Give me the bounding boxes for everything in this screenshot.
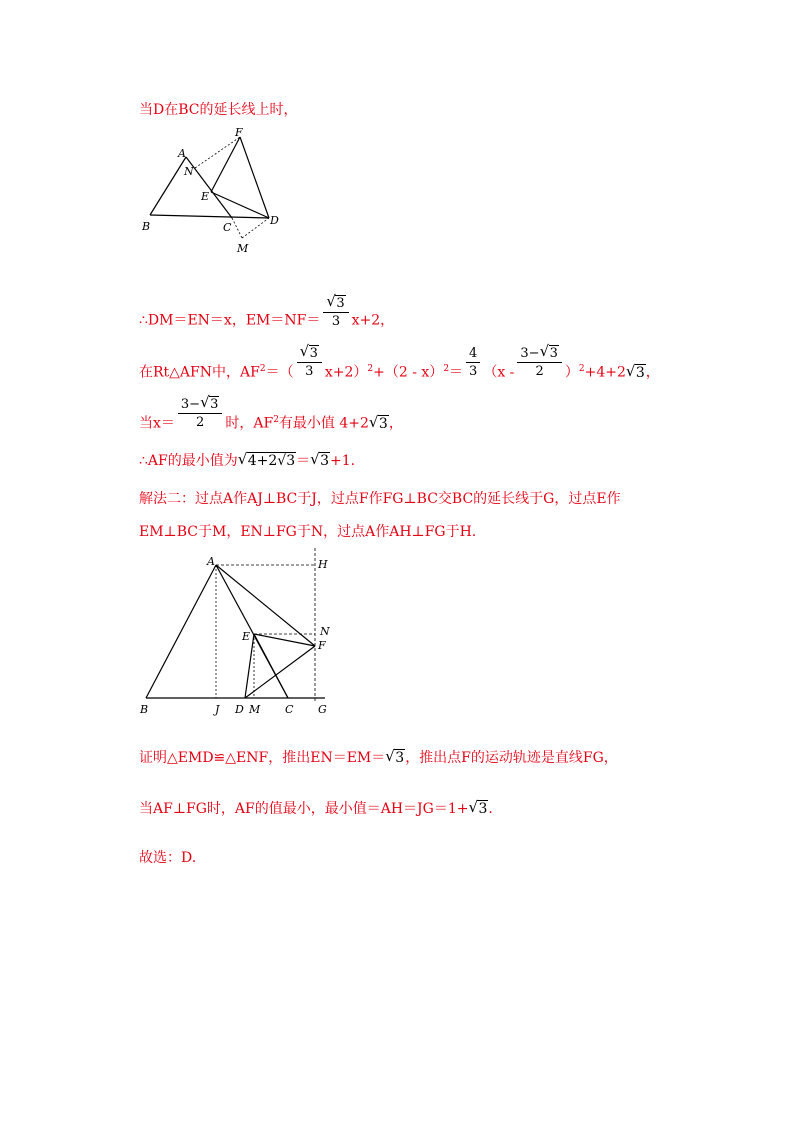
line-1: 当D在BC的延长线上时， bbox=[139, 102, 298, 118]
fig1-label-A: A bbox=[178, 147, 186, 160]
line-5: ∴AF的最小值为 √ 4+2√3＝ √ 3+1. bbox=[139, 450, 356, 469]
fraction-4-over-3: $\frac{4}{3}$ bbox=[466, 345, 480, 380]
sqrt-3-e: √ 3 bbox=[468, 798, 488, 817]
fig1-label-C: C bbox=[223, 221, 232, 234]
fig1-label-F: F bbox=[235, 126, 243, 139]
fig1-label-N: N bbox=[184, 165, 194, 178]
fig2-label-G: G bbox=[318, 703, 327, 716]
fig2-label-A: A bbox=[207, 555, 215, 568]
line-4: 当x＝ 3− √ 3 2 时，$AF^2$有最小值 4+2 √ 3， bbox=[139, 393, 403, 432]
figure-2 bbox=[135, 548, 345, 723]
fraction-3-minus-sqrt3-over-2: 3− √ 3 2 bbox=[517, 345, 561, 380]
fraction-x-value: 3− √ 3 2 bbox=[178, 396, 222, 431]
line-3: 在Rt△AFN中，$AF^2=$（ √ 3 3 x+2）$^2$+（2 - x）$^2$＝ $\frac{4}{3}$ （x - 3− √ 3 2 ）$^2$+4+2 √ 3， bbox=[139, 342, 660, 381]
sqrt-3-c: √ 3 bbox=[310, 450, 330, 469]
fig2-label-M: M bbox=[249, 703, 261, 716]
line-9: 当AF⊥FG时，AF的值最小，最小值＝AH＝JG＝1+ √ 3. bbox=[139, 798, 493, 817]
fig2-label-B: B bbox=[140, 703, 149, 716]
fig1-label-B: B bbox=[142, 220, 151, 233]
fig2-label-J: J bbox=[215, 703, 220, 716]
fig1-label-M: M bbox=[237, 242, 249, 255]
sqrt-3-b: √ 3 bbox=[368, 412, 388, 432]
line-7: EM⊥BC于M，EN⊥FG于N，过点A作AH⊥FG于H. bbox=[139, 524, 477, 540]
fraction-sqrt3-over-3-b: √ 3 3 bbox=[297, 345, 322, 380]
fig2-label-D: D bbox=[235, 703, 244, 716]
fig2-label-H: H bbox=[318, 558, 328, 571]
fraction-sqrt3-over-3: √ 3 3 bbox=[323, 295, 348, 330]
sqrt-3-d: √ 3 bbox=[385, 747, 405, 766]
line-8: 证明△EMD≌△ENF，推出EN＝EM＝ √ 3，推出点F的运动轨迹是直线FG， bbox=[139, 747, 618, 766]
line-6: 解法二：过点A作AJ⊥BC于J，过点F作FG⊥BC交BC的延长线于G，过点E作 bbox=[139, 491, 621, 507]
fig2-label-N: N bbox=[320, 625, 330, 638]
line-10: 故选：D. bbox=[139, 850, 197, 866]
figure-1 bbox=[135, 125, 295, 255]
fig2-label-C: C bbox=[285, 703, 294, 716]
fig2-label-F: F bbox=[318, 639, 326, 652]
fig1-label-D: D bbox=[270, 214, 279, 227]
sqrt-3: √ 3 bbox=[625, 361, 645, 381]
sqrt-4-plus-2sqrt3: √ 4+2√3 bbox=[237, 450, 296, 469]
fig1-label-E: E bbox=[201, 190, 210, 203]
line-2: ∴DM＝EN＝x，EM＝NF＝ √ 3 3 x+2， bbox=[139, 292, 395, 329]
fig2-label-E: E bbox=[242, 630, 251, 643]
